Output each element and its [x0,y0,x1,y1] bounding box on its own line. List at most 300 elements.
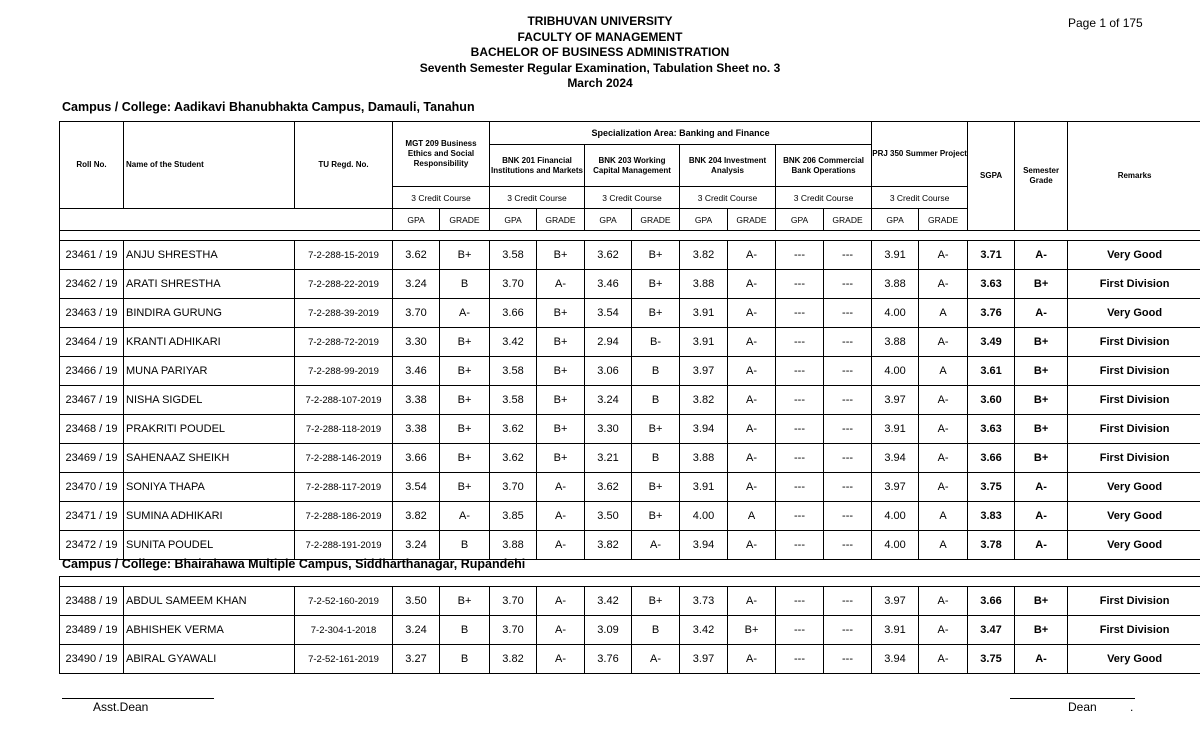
grade-cell: A- [537,645,585,674]
col-bnk201-header: BNK 201 Financial Institutions and Markets [490,145,585,187]
grade-cell: --- [824,299,872,328]
col-mgt209-header: MGT 209 Business Ethics and Social Responsibility [393,122,490,187]
grade-cell: --- [824,415,872,444]
regd-no-cell: 7-2-288-118-2019 [295,415,393,444]
grade-cell: A- [728,270,776,299]
semester-grade-cell: B+ [1015,357,1068,386]
gpa-cell: 3.91 [680,328,728,357]
regd-no-cell: 7-2-288-22-2019 [295,270,393,299]
grade-subheader: GRADE [440,209,490,231]
gpa-cell: 4.00 [872,531,919,560]
roll-no-cell: 23463 / 19 [60,299,124,328]
grade-cell: A- [919,386,968,415]
asst-dean-label: Asst.Dean [93,700,149,714]
regd-no-cell: 7-2-288-186-2019 [295,502,393,531]
grade-cell: B [632,444,680,473]
grade-cell: B+ [440,444,490,473]
sgpa-cell: 3.76 [968,299,1015,328]
gpa-cell: 4.00 [680,502,728,531]
col-semgrade-header: Semester Grade [1015,122,1068,231]
grade-cell: --- [824,473,872,502]
gpa-cell: 3.94 [680,415,728,444]
regd-no-cell: 7-2-304-1-2018 [295,616,393,645]
col-name-header: Name of the Student [124,122,295,209]
gpa-cell: 3.24 [585,386,632,415]
table-row [60,415,1200,444]
gpa-cell: 3.76 [585,645,632,674]
semester-grade-cell: A- [1015,645,1068,674]
gpa-cell: 3.70 [393,299,440,328]
gpa-cell: 2.94 [585,328,632,357]
gpa-cell: 3.24 [393,531,440,560]
gpa-cell: 3.97 [680,645,728,674]
grade-cell: A [919,502,968,531]
gpa-cell: 4.00 [872,502,919,531]
col-remarks-header: Remarks [1068,122,1200,231]
program-title: BACHELOR OF BUSINESS ADMINISTRATION [470,45,730,59]
grade-cell: B+ [632,473,680,502]
grade-cell: A- [728,386,776,415]
grade-cell: B [632,386,680,415]
grade-cell: A- [728,531,776,560]
gpa-cell: 3.94 [872,444,919,473]
gpa-cell: 3.58 [490,386,537,415]
grade-cell: B+ [632,415,680,444]
gpa-cell: 3.06 [585,357,632,386]
gpa-cell: 3.85 [490,502,537,531]
remarks-cell: Very Good [1068,531,1200,560]
remarks-cell: First Division [1068,587,1200,616]
grade-cell: A- [728,473,776,502]
grade-subheader: GRADE [632,209,680,231]
grade-cell: A- [919,328,968,357]
table-row [60,386,1200,415]
gpa-cell: --- [776,616,824,645]
grade-cell: B+ [632,241,680,270]
semester-grade-cell: A- [1015,531,1068,560]
table-row [60,502,1200,531]
grade-cell: A- [728,645,776,674]
gpa-cell: 3.62 [490,444,537,473]
credit-course-label: 3 Credit Course [490,187,585,209]
table-row [60,241,1200,270]
grade-cell: A- [728,241,776,270]
grade-cell: B [632,616,680,645]
regd-no-cell: 7-2-288-107-2019 [295,386,393,415]
gpa-cell: 3.54 [585,299,632,328]
gpa-cell: 3.97 [680,357,728,386]
student-name-cell: ABIRAL GYAWALI [124,645,295,674]
grade-cell: A- [632,531,680,560]
remarks-cell: First Division [1068,415,1200,444]
grade-cell: --- [824,531,872,560]
student-name-cell: NISHA SIGDEL [124,386,295,415]
spacer-row [60,231,1200,241]
gpa-cell: 3.30 [393,328,440,357]
gpa-cell: 3.88 [490,531,537,560]
gpa-cell: 3.09 [585,616,632,645]
roll-no-cell: 23470 / 19 [60,473,124,502]
grade-cell: --- [824,444,872,473]
regd-no-cell: 7-2-52-161-2019 [295,645,393,674]
sgpa-cell: 3.60 [968,386,1015,415]
grade-cell: B+ [632,299,680,328]
gpa-cell: 3.70 [490,587,537,616]
gpa-cell: 3.58 [490,357,537,386]
regd-no-cell: 7-2-288-39-2019 [295,299,393,328]
table-row [60,328,1200,357]
page-number: Page 1 of 175 [1068,16,1143,30]
regd-no-cell: 7-2-288-191-2019 [295,531,393,560]
tabulation-table-1 [59,121,1200,560]
student-name-cell: SUNITA POUDEL [124,531,295,560]
gpa-cell: 3.70 [490,473,537,502]
grade-cell: B [632,357,680,386]
gpa-cell: 3.91 [872,241,919,270]
gpa-cell: --- [776,415,824,444]
gpa-cell: 3.62 [585,241,632,270]
gpa-cell: 3.62 [393,241,440,270]
student-name-cell: ARATI SHRESTHA [124,270,295,299]
col-prj350-header: PRJ 350 Summer Project [872,122,968,187]
gpa-cell: 3.91 [872,415,919,444]
grade-subheader: GRADE [919,209,968,231]
gpa-cell: 3.70 [490,270,537,299]
semester-grade-cell: B+ [1015,415,1068,444]
table-row [60,645,1200,674]
gpa-cell: 4.00 [872,299,919,328]
semester-grade-cell: B+ [1015,587,1068,616]
campus-heading-1: Campus / College: Aadikavi Bhanubhakta Campus, Damauli, Tanahun [62,100,475,114]
credit-course-label: 3 Credit Course [680,187,776,209]
regd-no-cell: 7-2-288-72-2019 [295,328,393,357]
gpa-cell: 3.94 [680,531,728,560]
semester-grade-cell: A- [1015,502,1068,531]
gpa-cell: 3.42 [680,616,728,645]
gpa-cell: 3.50 [585,502,632,531]
table-row [60,616,1200,645]
gpa-cell: 3.73 [680,587,728,616]
gpa-cell: --- [776,270,824,299]
roll-no-cell: 23461 / 19 [60,241,124,270]
table-row [60,270,1200,299]
gpa-cell: 3.42 [490,328,537,357]
grade-cell: B [440,645,490,674]
col-sgpa-header: SGPA [968,122,1015,231]
remarks-cell: First Division [1068,444,1200,473]
exam-title: Seventh Semester Regular Examination, Tabulation Sheet no. 3 [419,60,781,75]
student-name-cell: SONIYA THAPA [124,473,295,502]
remarks-cell: First Division [1068,386,1200,415]
remarks-cell: Very Good [1068,473,1200,502]
gpa-subheader: GPA [776,209,824,231]
grade-subheader: GRADE [537,209,585,231]
grade-cell: B+ [537,357,585,386]
student-name-cell: BINDIRA GURUNG [124,299,295,328]
gpa-cell: 3.70 [490,616,537,645]
grade-cell: B+ [728,616,776,645]
gpa-cell: 3.50 [393,587,440,616]
sgpa-cell: 3.75 [968,473,1015,502]
student-name-cell: KRANTI ADHIKARI [124,328,295,357]
col-regd-header: TU Regd. No. [295,122,393,209]
roll-no-cell: 23490 / 19 [60,645,124,674]
gpa-cell: 3.62 [585,473,632,502]
col-bnk204-header: BNK 204 Investment Analysis [680,145,776,187]
gpa-cell: 3.24 [393,270,440,299]
gpa-cell: 3.58 [490,241,537,270]
gpa-cell: 3.30 [585,415,632,444]
grade-cell: --- [824,645,872,674]
table-head [60,122,1200,231]
remarks-cell: First Division [1068,270,1200,299]
grade-cell: B+ [537,415,585,444]
sgpa-cell: 3.63 [968,270,1015,299]
asst-dean-signature-line [62,698,214,699]
student-name-cell: ANJU SHRESTHA [124,241,295,270]
semester-grade-cell: B+ [1015,616,1068,645]
sgpa-cell: 3.61 [968,357,1015,386]
roll-no-cell: 23466 / 19 [60,357,124,386]
grade-cell: B+ [440,415,490,444]
student-name-cell: SUMINA ADHIKARI [124,502,295,531]
grade-cell: A- [537,531,585,560]
gpa-cell: 3.62 [490,415,537,444]
spacer-row [60,577,1200,587]
grade-cell: --- [824,328,872,357]
university-title: TRIBHUVAN UNIVERSITY [527,14,673,28]
gpa-cell: 3.91 [872,616,919,645]
gpa-cell: --- [776,645,824,674]
credit-course-label: 3 Credit Course [872,187,968,209]
grade-cell: A- [537,587,585,616]
grade-cell: --- [824,386,872,415]
grade-cell: B+ [440,357,490,386]
col-bnk203-header: BNK 203 Working Capital Management [585,145,680,187]
grade-cell: A- [537,270,585,299]
gpa-cell: 3.42 [585,587,632,616]
grade-cell: B [440,616,490,645]
remarks-cell: Very Good [1068,299,1200,328]
semester-grade-cell: B+ [1015,328,1068,357]
grade-cell: --- [824,587,872,616]
faculty-title: FACULTY OF MANAGEMENT [517,29,683,44]
grade-cell: B+ [632,587,680,616]
gpa-cell: --- [776,473,824,502]
sgpa-cell: 3.63 [968,415,1015,444]
semester-grade-cell: A- [1015,473,1068,502]
grade-cell: A- [919,616,968,645]
grade-cell: A- [632,645,680,674]
table-row [60,299,1200,328]
grade-cell: B+ [440,386,490,415]
student-name-cell: MUNA PARIYAR [124,357,295,386]
roll-no-cell: 23464 / 19 [60,328,124,357]
dean-signature-line [1010,698,1135,699]
grade-cell: --- [824,502,872,531]
grade-cell: B+ [537,386,585,415]
sgpa-cell: 3.78 [968,531,1015,560]
gpa-cell: 3.66 [393,444,440,473]
gpa-cell: 3.46 [393,357,440,386]
semester-grade-cell: B+ [1015,270,1068,299]
gpa-cell: 4.00 [872,357,919,386]
col-bnk206-header: BNK 206 Commercial Bank Operations [776,145,872,187]
regd-no-cell: 7-2-288-146-2019 [295,444,393,473]
gpa-cell: 3.88 [872,270,919,299]
grade-cell: A- [728,444,776,473]
credit-course-label: 3 Credit Course [393,187,490,209]
table-row [60,444,1200,473]
student-name-cell: ABHISHEK VERMA [124,616,295,645]
grade-cell: B+ [537,444,585,473]
grade-cell: A- [537,473,585,502]
roll-no-cell: 23467 / 19 [60,386,124,415]
grade-cell: B+ [537,299,585,328]
table-body-1 [60,241,1200,560]
gpa-cell: --- [776,531,824,560]
remarks-cell: First Division [1068,616,1200,645]
gpa-cell: 3.38 [393,415,440,444]
grade-subheader: GRADE [728,209,776,231]
exam-date: March 2024 [567,76,633,90]
sgpa-cell: 3.66 [968,587,1015,616]
gpa-cell: 3.21 [585,444,632,473]
grade-cell: A- [728,299,776,328]
grade-cell: B [440,531,490,560]
gpa-cell: --- [776,328,824,357]
grade-cell: --- [824,270,872,299]
gpa-cell: 3.88 [680,444,728,473]
grade-cell: A [728,502,776,531]
roll-no-cell: 23462 / 19 [60,270,124,299]
sgpa-cell: 3.66 [968,444,1015,473]
grade-cell: --- [824,357,872,386]
gpa-cell: 3.97 [872,473,919,502]
gpa-cell: 3.66 [490,299,537,328]
remarks-cell: Very Good [1068,241,1200,270]
credit-course-label: 3 Credit Course [776,187,872,209]
grade-cell: --- [824,241,872,270]
grade-cell: B- [632,328,680,357]
gpa-cell: --- [776,444,824,473]
grade-cell: A- [537,616,585,645]
gpa-cell: 3.46 [585,270,632,299]
roll-no-cell: 23489 / 19 [60,616,124,645]
grade-cell: B+ [537,241,585,270]
grade-cell: B+ [632,502,680,531]
gpa-cell: 3.91 [680,299,728,328]
sgpa-cell: 3.71 [968,241,1015,270]
grade-cell: A- [919,415,968,444]
remarks-cell: First Division [1068,328,1200,357]
grade-cell: B+ [440,241,490,270]
gpa-cell: --- [776,587,824,616]
grade-cell: A- [919,645,968,674]
grade-cell: A [919,531,968,560]
roll-no-cell: 23471 / 19 [60,502,124,531]
sheet-header [0,14,1200,92]
gpa-cell: 3.97 [872,386,919,415]
student-name-cell: ABDUL SAMEEM KHAN [124,587,295,616]
grade-cell: A- [440,299,490,328]
gpa-cell: 3.88 [680,270,728,299]
sgpa-cell: 3.47 [968,616,1015,645]
gpa-cell: 3.82 [680,241,728,270]
gpa-cell: --- [776,386,824,415]
gpa-cell: 3.38 [393,386,440,415]
student-name-cell: PRAKRITI POUDEL [124,415,295,444]
sgpa-cell: 3.49 [968,328,1015,357]
grade-cell: A- [919,473,968,502]
grade-cell: B+ [440,587,490,616]
grade-subheader: GRADE [824,209,872,231]
gpa-cell: 3.91 [680,473,728,502]
gpa-cell: 3.27 [393,645,440,674]
gpa-subheader: GPA [490,209,537,231]
regd-no-cell: 7-2-288-99-2019 [295,357,393,386]
grade-cell: A- [728,587,776,616]
gpa-subheader: GPA [585,209,632,231]
gpa-cell: --- [776,241,824,270]
roll-no-cell: 23472 / 19 [60,531,124,560]
grade-cell: A- [728,328,776,357]
table-row [60,473,1200,502]
dean-label: Dean [1068,700,1097,714]
grade-cell: --- [824,616,872,645]
student-name-cell: SAHENAAZ SHEIKH [124,444,295,473]
gpa-cell: --- [776,299,824,328]
gpa-cell: 3.24 [393,616,440,645]
sgpa-cell: 3.75 [968,645,1015,674]
table-body-2 [60,587,1200,674]
gpa-subheader: GPA [393,209,440,231]
gpa-cell: --- [776,357,824,386]
table-row [60,587,1200,616]
tabulation-table-2 [59,576,1200,674]
grade-cell: B+ [440,328,490,357]
grade-cell: A- [919,587,968,616]
gpa-cell: --- [776,502,824,531]
grade-cell: A- [728,415,776,444]
table-row [60,357,1200,386]
gpa-cell: 3.82 [585,531,632,560]
semester-grade-cell: A- [1015,241,1068,270]
gpa-cell: 3.94 [872,645,919,674]
gpa-cell: 3.88 [872,328,919,357]
remarks-cell: First Division [1068,357,1200,386]
grade-cell: B+ [632,270,680,299]
roll-no-cell: 23468 / 19 [60,415,124,444]
semester-grade-cell: A- [1015,299,1068,328]
dean-dot: . [1130,700,1134,714]
grade-cell: B+ [440,473,490,502]
roll-no-cell: 23488 / 19 [60,587,124,616]
grade-cell: B+ [537,328,585,357]
sgpa-cell: 3.83 [968,502,1015,531]
regd-no-cell: 7-2-288-15-2019 [295,241,393,270]
grade-cell: B [440,270,490,299]
gpa-cell: 3.82 [393,502,440,531]
gpa-subheader: GPA [872,209,919,231]
grade-cell: A- [919,270,968,299]
grade-cell: A- [919,444,968,473]
credit-course-label: 3 Credit Course [585,187,680,209]
campus-heading-2: Campus / College: Bhairahawa Multiple Campus, Siddharthanagar, Rupandehi [62,557,526,571]
regd-no-cell: 7-2-52-160-2019 [295,587,393,616]
grade-cell: A- [440,502,490,531]
roll-no-cell: 23469 / 19 [60,444,124,473]
